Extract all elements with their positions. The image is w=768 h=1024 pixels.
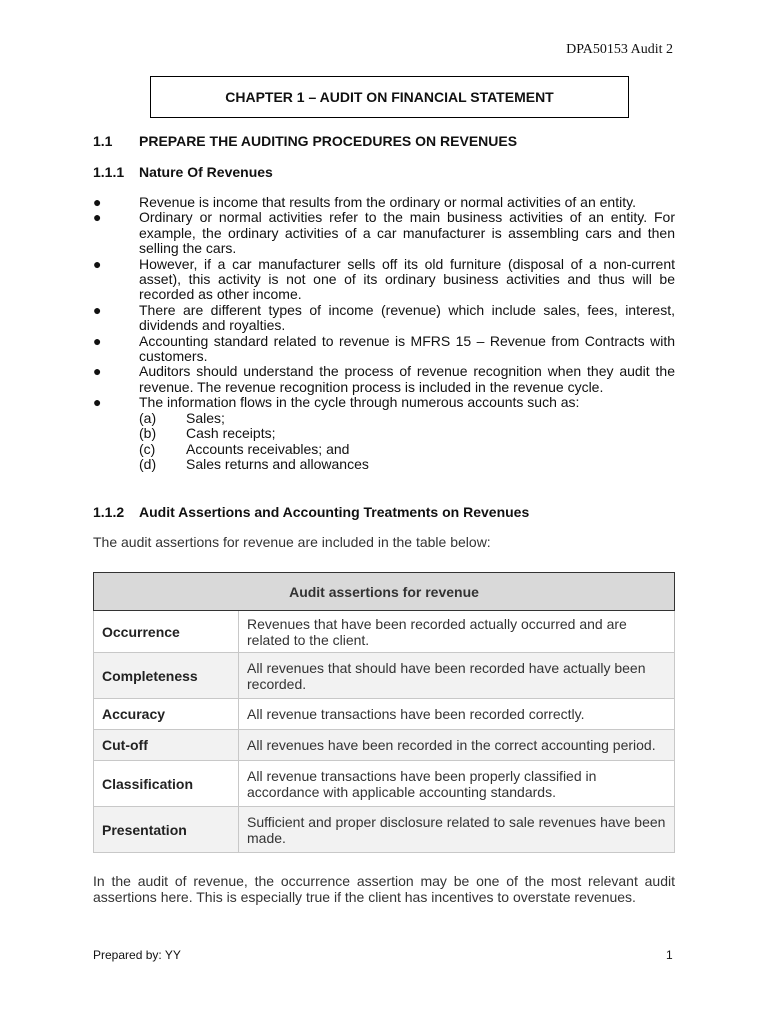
- assertion-name: Accuracy: [94, 699, 239, 730]
- table-intro: The audit assertions for revenue are included in the table below:: [93, 534, 491, 550]
- assertion-desc: All revenues that should have been recorded have actually been recorded.: [239, 653, 675, 699]
- sub-item: [139, 426, 675, 441]
- table-row: [94, 807, 675, 853]
- item-text: Revenue is income that results from the ordinary or normal activities of an entity.: [139, 194, 636, 210]
- item-text: Accounting standard related to revenue is MFRS 15 – Revenue from Contracts with customers.: [139, 332, 675, 365]
- sub-label: (b): [139, 425, 157, 442]
- bullet-icon: ●: [93, 255, 102, 272]
- list-item: [93, 303, 675, 334]
- sub-item: [139, 442, 675, 457]
- sub-list: [139, 411, 675, 473]
- sub-label: (a): [139, 409, 157, 426]
- item-text: There are different types of income (revenue) which include sales, fees, interest, dividends and royalties.: [139, 301, 675, 334]
- subsection-number: 1.1.1: [93, 164, 125, 180]
- assertion-name: Presentation: [94, 807, 239, 853]
- bullet-icon: ●: [93, 332, 102, 349]
- footer-prepared-by: Prepared by: YY: [93, 948, 181, 962]
- assertion-name: Classification: [94, 761, 239, 807]
- table-row: [94, 611, 675, 653]
- list-item: [93, 195, 675, 210]
- list-item: [93, 210, 675, 256]
- chapter-title: CHAPTER 1 – AUDIT ON FINANCIAL STATEMENT: [150, 76, 629, 118]
- subsection-number: 1.1.2: [93, 504, 125, 520]
- table-header: Audit assertions for revenue: [94, 573, 675, 611]
- item-text: Ordinary or normal activities refer to the main business activities of an entity. For example, the ordinary activities of a car manufacturer is assembling cars and then selling the cars.: [139, 209, 675, 257]
- bullet-list: [93, 195, 675, 472]
- bullet-icon: ●: [93, 209, 102, 226]
- assertion-desc: All revenues have been recorded in the correct accounting period.: [239, 730, 675, 761]
- item-text: However, if a car manufacturer sells off its old furniture (disposal of a non-current asset), this activity is not one of its ordinary business activities and thus will be recorded as other income.: [139, 255, 675, 303]
- assertion-name: Cut-off: [94, 730, 239, 761]
- assertion-desc: All revenue transactions have been recorded correctly.: [239, 699, 675, 730]
- list-item: [93, 395, 675, 472]
- table-row: [94, 699, 675, 730]
- section-number: 1.1: [93, 133, 113, 149]
- closing-paragraph: In the audit of revenue, the occurrence assertion may be one of the most relevant audit assertions here. This is especially true if the client has incentives to overstate revenues.: [93, 873, 675, 905]
- section-title: PREPARE THE AUDITING PROCEDURES ON REVENUES: [139, 133, 518, 149]
- sub-label: (c): [139, 440, 156, 457]
- section-heading: [93, 133, 593, 149]
- table-row: [94, 653, 675, 699]
- bullet-icon: ●: [93, 363, 102, 380]
- item-text: The information flows in the cycle through numerous accounts such as:: [139, 394, 580, 411]
- subsection-title: Audit Assertions and Accounting Treatments on Revenues: [139, 504, 530, 520]
- subsection-heading: [93, 164, 593, 180]
- bullet-icon: ●: [93, 194, 102, 210]
- sub-text: Accounts receivables; and: [186, 440, 350, 457]
- sub-text: Cash receipts;: [186, 425, 276, 442]
- sub-label: (d): [139, 455, 157, 472]
- assertion-desc: Sufficient and proper disclosure related to sale revenues have been made.: [239, 807, 675, 853]
- table-row: [94, 730, 675, 761]
- page-header: DPA50153 Audit 2: [566, 42, 673, 57]
- list-item: [93, 334, 675, 365]
- assertion-desc: Revenues that have been recorded actually occurred and are related to the client.: [239, 611, 675, 653]
- sub-item: [139, 411, 675, 426]
- assertion-name: Occurrence: [94, 611, 239, 653]
- list-item: [93, 364, 675, 395]
- sub-text: Sales returns and allowances: [186, 455, 369, 472]
- sub-item: [139, 457, 675, 472]
- assertions-table: [93, 572, 675, 853]
- subsection-title: Nature Of Revenues: [139, 164, 273, 180]
- assertion-name: Completeness: [94, 653, 239, 699]
- page-number: 1: [666, 948, 673, 962]
- sub-text: Sales;: [186, 409, 225, 426]
- table-row: [94, 761, 675, 807]
- item-text: Auditors should understand the process of revenue recognition when they audit the revenue. The revenue recognition process is included in the revenue cycle.: [139, 363, 675, 395]
- bullet-icon: ●: [93, 394, 102, 411]
- list-item: [93, 257, 675, 303]
- subsection-heading: [93, 504, 653, 520]
- bullet-icon: ●: [93, 301, 102, 318]
- assertion-desc: All revenue transactions have been properly classified in accordance with applicable accounting standards.: [239, 761, 675, 807]
